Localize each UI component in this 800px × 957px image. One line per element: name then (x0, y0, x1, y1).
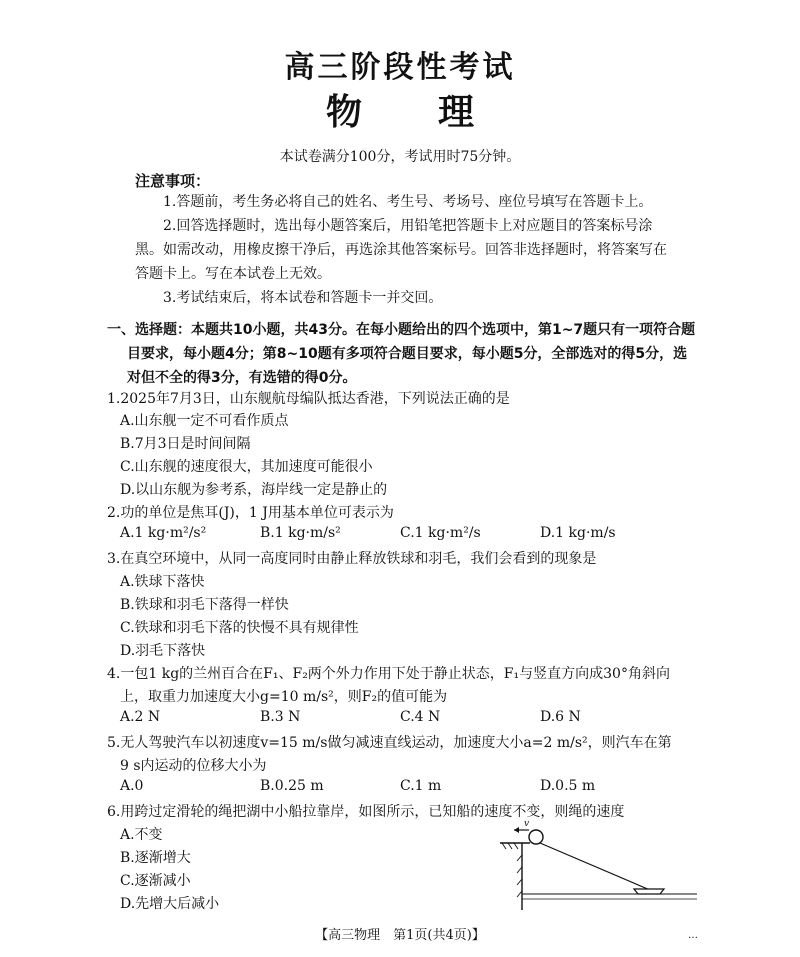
question-4-stem-cont: 上，取重力加速度大小g=10 m/s²，则F₂的值可能为 (120, 689, 448, 705)
question-4-options (120, 709, 680, 725)
question-6-option-d: D.先增大后减小 (120, 896, 220, 912)
notice-item-2: 2.回答选择题时，选出每小题答案后，用铅笔把答题卡上对应题目的答案标号涂 (163, 218, 653, 234)
question-5-option-b: B.0.25 m (260, 778, 324, 794)
exam-title: 高三阶段性考试 (284, 50, 516, 85)
notice-item-2-end: 答题卡上。写在本试卷上无效。 (135, 266, 331, 282)
wall-hatching (502, 843, 522, 897)
question-4-option-b: B.3 N (260, 709, 301, 725)
question-5-option-d: D.0.5 m (540, 778, 596, 794)
section-line-2: 目要求，每小题4分；第8~10题有多项符合题目要求，每小题5分，全部选对的得5分，选 (127, 346, 688, 362)
velocity-label: v (524, 819, 530, 829)
question-5-stem-cont: 9 s内运动的位移大小为 (120, 758, 267, 774)
subject-char-2: 理 (438, 91, 475, 133)
question-2-stem: 2.功的单位是焦耳(J)，1 J用基本单位可表示为 (107, 505, 394, 521)
notice-item-3: 3.考试结束后，将本试卷和答题卡一并交回。 (163, 290, 443, 306)
question-4-option-c: C.4 N (400, 709, 441, 725)
page-footer: 【高三物理 第1页(共4页)】 (315, 928, 485, 943)
notice-item-1: 1.答题前，考生务必将自己的姓名、考生号、考场号、座位号填写在答题卡上。 (163, 194, 653, 210)
question-2-options (120, 525, 680, 541)
section-line-3: 对但不全的得3分，有选错的得0分。 (127, 370, 357, 386)
question-2-option-a: A.1 kg·m²/s² (120, 525, 207, 541)
question-1-stem: 1.2025年7月3日，山东舰航母编队抵达香港，下列说法正确的是 (107, 391, 510, 407)
question-1-option-b: B.7月3日是时间间隔 (120, 436, 251, 452)
section-line-1: 一、选择题：本题共10小题，共43分。在每小题给出的四个选项中，第1~7题只有一项符合题 (107, 322, 696, 338)
question-3-option-a: A.铁球下落快 (120, 574, 205, 590)
question-5-option-a: A.0 (120, 778, 144, 794)
question-5-options (120, 778, 680, 794)
section-heading (107, 318, 697, 390)
question-4-option-a: A.2 N (120, 709, 161, 725)
question-2-option-d: D.1 kg·m/s (540, 525, 616, 541)
question-2-option-b: B.1 kg·m/s² (260, 525, 341, 541)
question-4-stem: 4.一包1 kg的兰州百合在F₁、F₂两个外力作用下处于静止状态，F₁与竖直方向成30°角斜向 (107, 666, 670, 682)
question-6-stem: 6.用跨过定滑轮的绳把湖中小船拉靠岸，如图所示，已知船的速度不变，则绳的速度 (107, 804, 625, 820)
question-6-option-c: C.逐渐减小 (120, 873, 191, 889)
question-5-option-c: C.1 m (400, 778, 442, 794)
pulley (529, 830, 543, 844)
question-3-option-d: D.羽毛下落快 (120, 643, 206, 659)
question-1-option-c: C.山东舰的速度很大，其加速度可能很小 (120, 459, 373, 475)
subject-char-1: 物 (325, 91, 362, 133)
question-1-option-a: A.山东舰一定不可看作质点 (120, 413, 289, 429)
question-1-option-d: D.以山东舰为参考系，海岸线一定是静止的 (120, 482, 388, 498)
rope-to-boat (540, 843, 650, 890)
pulley-boat-figure (492, 815, 702, 910)
boat (634, 889, 664, 894)
question-6-option-a: A.不变 (120, 827, 163, 843)
question-3-stem: 3.在真空环境中，从同一高度同时由静止释放铁球和羽毛，我们会看到的现象是 (107, 551, 597, 567)
notice-item-2-cont: 黑。如需改动，用橡皮擦干净后，再选涂其他答案标号。回答非选择题时，将答案写在 (135, 242, 667, 258)
question-2-option-c: C.1 kg·m²/s (400, 525, 481, 541)
velocity-arrowhead (514, 827, 519, 833)
question-4-option-d: D.6 N (540, 709, 581, 725)
question-5-stem: 5.无人驾驶汽车以初速度v=15 m/s做匀减速直线运动，加速度大小a=2 m/s²，则汽车在第 (107, 735, 672, 751)
question-3-option-c: C.铁球和羽毛下落的快慢不具有规律性 (120, 620, 359, 636)
corner-mark: … (688, 930, 698, 941)
exam-intro: 本试卷满分100分，考试用时75分钟。 (279, 149, 521, 165)
question-3-option-b: B.铁球和羽毛下落得一样快 (120, 597, 289, 613)
question-6-option-b: B.逐渐增大 (120, 850, 191, 866)
notice-heading: 注意事项： (135, 172, 211, 190)
subject-title (0, 84, 800, 135)
